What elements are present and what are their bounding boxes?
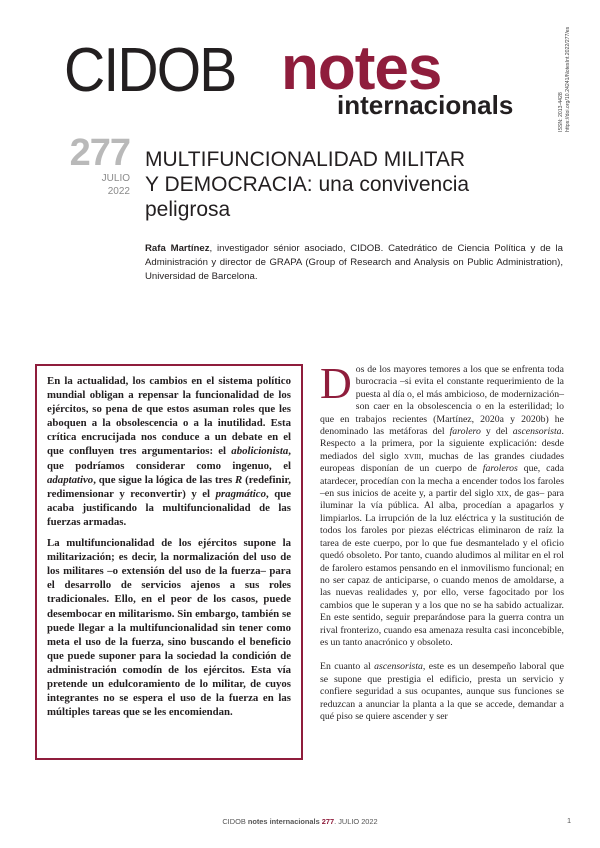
- body-term-ascensorista: ascensorista: [512, 426, 562, 438]
- issue-year: 2022: [107, 186, 130, 197]
- title-line-1: MULTIFUNCIONALIDAD MILITAR: [145, 148, 466, 171]
- body-paragraph-1: [320, 359, 565, 649]
- body-text: y del: [480, 426, 513, 438]
- title-line-2: Y DEMOCRACIA: una convivencia: [145, 173, 470, 196]
- body-column: [320, 359, 565, 735]
- abstract-text: , que podríamos considerar como ingenuo, el: [47, 445, 291, 472]
- abstract-text: En la actualidad, los cambios en el sistema político mundial obligan a repensar la funcionalidad de los ejércitos, so pena de que estos asuman roles que les aboquen a la obsolescencia o a la inutilidad. Esta crítica encrucijada nos conduce a un debate en el que confluyen tres argumentarios: el: [47, 375, 291, 458]
- body-text: , de gas– para iluminar la vía pública. Al alba, procedían a apagarlos y limpiarlos. La irrupción de la luz eléctrica y la sustitución de todos los faroles por piezas eléctricas eliminaron de raíz la tarea de este cuerpo, por lo que fue desmantelado y el oficio quedó obsoleto. Por tanto, cuando aludimos al militar en el rol de farolero estamos pensando en el inmovilismo funcional; en no ser capaz de anticiparse, o cuando menos de amoldarse, a las nuevas realidades y, por ello, verse fagocitado por los cambios que le superan y a los que no se ha sabido actualizar. En este sentido, seguir preparándose para la guerra contra un rival fronterizo, cuando esa amenaza resulta casi inconcebible, es un tanto anacrónico y obsoleto.: [320, 488, 564, 648]
- abstract-term-pragmatico: pragmático: [215, 487, 266, 500]
- abstract-term-adaptativo: adaptativo: [47, 473, 94, 486]
- author-description: , investigador sénior asociado, CIDOB. Catedrático de Ciencia Política y de la Administración y director de GRAPA (Group of Research and Analysis on Public Administration), Universidad de Barcelona.: [145, 243, 564, 283]
- body-century-xix: xix: [496, 488, 509, 500]
- body-term-farolero: farolero: [449, 426, 481, 438]
- footer-issue-number: 277: [321, 817, 335, 826]
- doi-link[interactable]: https://doi.org/10.24241/NotesInt.2022/277/es: [565, 26, 571, 132]
- author-name: Rafa Martínez: [145, 243, 210, 254]
- body-term-ascensorista: ascensorista: [374, 661, 423, 673]
- author-info: [145, 242, 563, 285]
- body-text: , este es un desempeño laboral que se supone que prestigia el edificio, presta un servicio y confiere seguridad a sus ocupantes, aunque sus funciones se reduzcan a anunciar la planta a la que se accede, demandar a qué piso se quiere ascender y ser: [320, 661, 565, 722]
- logo-internacionals-text: internacionals: [337, 90, 514, 120]
- issn-text: ISSN: 2013-4428: [558, 92, 564, 132]
- abstract-paragraph-2: La multifuncionalidad de los ejércitos supone la militarización; es decir, la normalización del uso de los militares –o extensión del uso de la fuerza– para el desarrollo de servicios ajenos a sus roles tradicionales. Ello, en el peor de los casos, puede desembocar en militarismo. Sin embargo, también se puede llegar a la multifuncionalidad sin tener como meta el uso de la fuerza, sino buscando el beneficio que puede suponer para la sociedad la condición de administración comodín de los ejércitos. Esta vía pretende un edulcoramiento de lo militar, de cuyos integrantes no se espera el uso de la fuerza en las múltiples tareas que se les encomiendan.: [47, 537, 291, 719]
- abstract-text: , que acaba justificando la multifuncionalidad de las fuerzas armadas.: [47, 487, 291, 528]
- body-paragraph-2: [320, 661, 564, 723]
- body-text: os de los mayores temores a los que se enfrenta toda burocracia –si evita el constante requerimiento de la puesta al día o, el más ambicioso, de modernización– son caer en la obsolescencia o en la esterilidad; lo que en trabajos recientes (Martínez, 2020a y 2020b) he denominado las metáforas del: [320, 364, 564, 438]
- article-title: [145, 147, 535, 222]
- body-text: . Respecto a la primera, por la siguiente explicación: desde mediados del siglo: [320, 426, 564, 462]
- body-term-faroleros: faroleros: [482, 463, 518, 475]
- logo-notes-text: notes: [281, 34, 442, 103]
- abstract-box: [35, 364, 303, 760]
- drop-cap: D: [320, 359, 352, 408]
- footer-date: . JULIO 2022: [334, 817, 378, 826]
- title-line-3: peligrosa: [145, 198, 231, 221]
- logo-cidob-text: CIDOB: [64, 36, 236, 105]
- body-text: que, cada atardecer, procedían con la mecha a encender todos los faroles –en sus inicios de aceite y, a partir del siglo: [320, 463, 565, 500]
- footer-publication: notes internacionals: [247, 817, 320, 826]
- page-number: 1: [567, 816, 572, 825]
- issue-block: [58, 134, 130, 198]
- cidob-notes-logo: [64, 34, 534, 130]
- abstract-text: (redefinir, redimensionar y reconvertir) y el: [47, 473, 291, 500]
- page-footer: [0, 817, 600, 826]
- abstract-text: , que sigue la lógica de las tres: [93, 473, 236, 486]
- abstract-term-r: R: [235, 473, 243, 486]
- body-text: En cuanto al: [320, 661, 375, 673]
- body-century-xviii: xviii: [403, 450, 422, 462]
- issue-month: JULIO: [101, 173, 130, 184]
- abstract-paragraph-1: [47, 374, 291, 529]
- body-text: , muchas de las grandes ciudades europeas disponían de un cuerpo de: [320, 450, 565, 475]
- footer-cidob: CIDOB: [222, 817, 246, 826]
- issue-number: 277: [69, 132, 130, 174]
- abstract-term-abolicionista: abolicionista: [231, 445, 289, 458]
- side-metadata: [558, 22, 572, 132]
